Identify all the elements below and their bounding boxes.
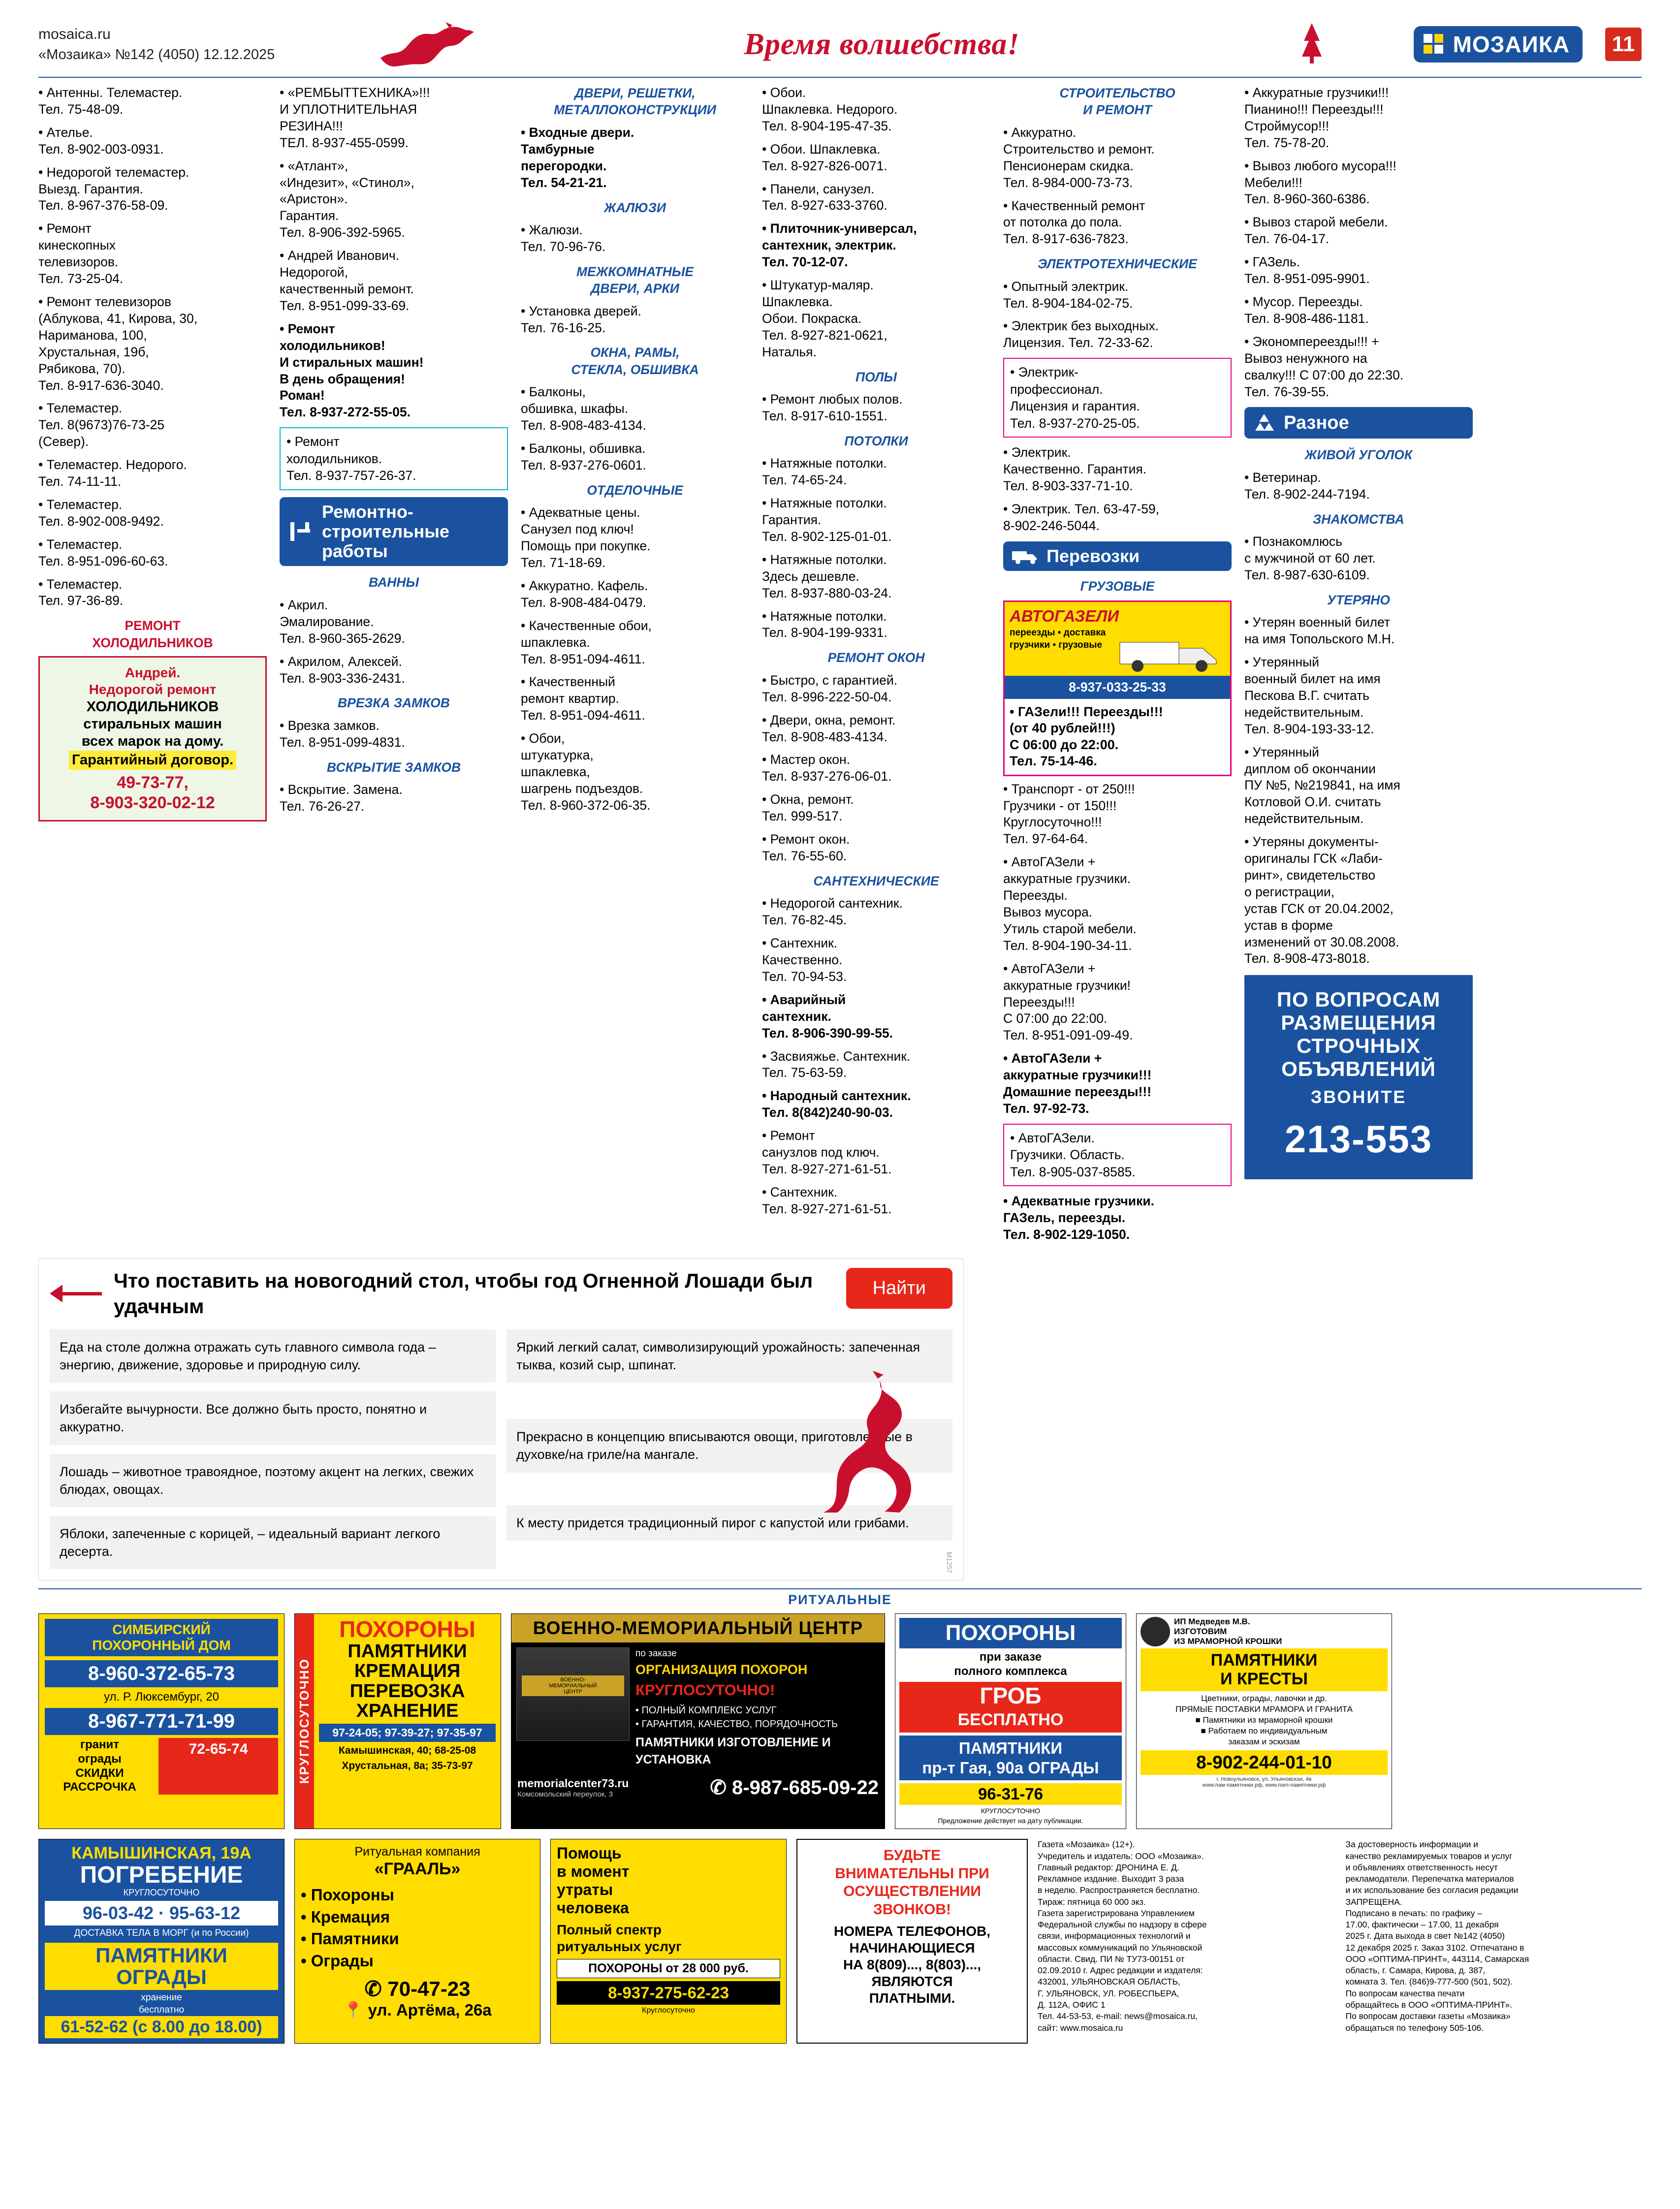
category-finishing: ОТДЕЛОЧНЫЕ [587,482,683,498]
ad-text: • Окна, ремонт. Тел. 999-517. [762,792,854,824]
impressum-right: За достоверность информации и качество рекламируемых товаров и услуг и объявлениях ответственность несут рекламодатели. Перепечатка материалов и их использование без согласия редакции ЗАПРЕЩЕНА. Подписано в печать: по графику – 17.00, фактически – 17.00, 11 декабря 2025 г. Дата выхода в свет №142 (4050) 12 декабря 2025 г. Заказ 3102. Отпечатано в ООО «ОПТИМА-ПРИНТ», 443114, Самарская область, г. Самара, Кирова, д. 387, комната 3. Тел. (846)9-777-500 (501, 502). По вопросам качества печати обращайтесь в ООО «ОПТИМА-ПРИНТ». По вопросам доставки газеты «Мозаика» обращаться по телефону 505-106. [1345,1839,1529,2033]
column-5 [1003,85,1232,1250]
marble-address: г. Новоульяновск, ул. Ульяновская, 4в www.пам-памятники.рф, www.паm-памятники.рф [1202,1776,1326,1789]
ad-text: • «РЕМБЫТТЕХНИКА»!!! И УПЛОТНИТЕЛЬНАЯ РЕЗИНА!!! ТЕЛ. 8-937-455-0599. [280,85,430,150]
pohorony2-coffin-label: ГРОБ [899,1682,1122,1709]
ad-text: • АвтоГАЗели + аккуратные грузчики. Переезды. Вывоз мусора. Утиль старой мебели. Тел. 8-904-190-34-11. [1003,854,1137,953]
feature-card: К месту придется традиционный пирог с капустой или грибами. [507,1505,952,1541]
ad-text: • Качественные обои, шпаклевка. Тел. 8-951-094-4611. [521,618,652,666]
graal-service-item: • Кремация [301,1906,534,1928]
ad-text: • Балконы, обшивка. Тел. 8-937-276-0601. [521,441,646,473]
marble-title: ПАМЯТНИКИ И КРЕСТЫ [1141,1648,1388,1691]
ad-text: • Ремонт любых полов. Тел. 8-917-610-1551. [762,392,903,423]
graal-address [301,2001,534,2020]
ad-text: • Ремонт холодильников. Тел. 8-937-757-26-37. [286,434,416,483]
image-credit: М1257 [946,1552,953,1574]
impressum [1038,1839,1642,2044]
ad-text: • Установка дверей. Тел. 76-16-25. [521,303,641,335]
ad-text: • Утерянный военный билет на имя Пескова В.Г. считать недействительным. Тел. 8-904-193-33-12. [1244,655,1381,736]
ad-text: • Аккуратные грузчики!!! Пианино!!! Переезды!!! Строймусор!!! Тел. 75-78-20. [1244,85,1389,150]
ad-text: • Ремонт телевизоров (Аблукова, 41, Кирова, 30, Нариманова, 100, Хрустальная, 19б, Рябикова, 70). Тел. 8-917-636-3040. [38,294,198,393]
banner-transport [1003,541,1232,571]
category-dating: ЗНАКОМСТВА [1313,511,1404,527]
graal-services [301,1884,534,1972]
graal-address-text: ул. Артёма, 26а [368,2001,492,2020]
memorial-phone [710,1776,879,1799]
category-fridge-repair: РЕМОНТ ХОЛОДИЛЬНИКОВ [92,618,213,650]
gazelle-ad-phone: 8-937-033-25-33 [1005,676,1230,698]
marble-phone: 8-902-244-01-10 [1141,1750,1388,1775]
ad-text: • Вывоз старой мебели. Тел. 76-04-17. [1244,215,1388,247]
memorial-phone-number: 8-987-685-09-22 [732,1776,879,1799]
location-pin-icon: 📍 [343,2001,364,2020]
ad-text: • Вывоз любого мусора!!! Мебели!!! Тел. 8-960-360-6386. [1244,158,1396,207]
pohorony-address-2: Хрустальная, 8а; 35-73-97 [342,1760,473,1772]
graal-name: «ГРААЛЬ» [374,1860,461,1879]
graal-service-item: • Памятники [301,1928,534,1950]
memorial-line-2: КРУГЛОСУТОЧНО! [635,1681,775,1699]
ad-text: • Мастер окон. Тел. 8-937-276-06-01. [762,752,892,784]
ad-text: • Электрик без выходных. Лицензия. Тел. 72-33-62. [1003,318,1159,350]
simbirsk-title: СИМБИРСКИЙ ПОХОРОННЫЙ ДОМ [45,1619,278,1656]
marble-headline: ИЗГОТОВИМ ИЗ МРАМОРНОЙ КРОШКИ [1174,1627,1282,1646]
banner-label: Разное [1284,412,1349,434]
category-construction: СТРОИТЕЛЬСТВО И РЕМОНТ [1059,86,1175,118]
category-cargo: ГРУЗОВЫЕ [1080,578,1155,594]
phone-icon: ✆ [364,1977,382,2001]
banner-repair-construction [280,497,508,567]
feature-cards-left [50,1329,496,1569]
ad-text: • Натяжные потолки. Тел. 74-65-24. [762,456,887,488]
ad-text: • Электрик. Качественно. Гарантия. Тел. 8-903-337-71-10. [1003,445,1147,493]
category-windows: ОКНА, РАМЫ, СТЕКЛА, ОБШИВКА [571,345,699,377]
feature-card: Еда на столе должна отражать суть главного символа года – энергию, движение, здоровье и природную силу. [50,1329,496,1383]
ad-text: • Андрей Иванович. Недорогой, качественный ремонт. Тел. 8-951-099-33-69. [280,248,414,313]
ad-text: • Электрик- профессионал. Лицензия и гарантия. Тел. 8-937-270-25-05. [1010,365,1140,431]
ad-text: • Ремонт окон. Тел. 76-55-60. [762,832,850,863]
ad-text: • Обои, штукатурка, шпаклевка, шагрень подъездов. Тел. 8-960-372-06-35. [521,731,651,813]
ad-text: • Акрилом, Алексей. Тел. 8-903-336-2431. [280,654,405,686]
ad-text: • Качественный ремонт от потолка до пола. Тел. 8-917-636-7823. [1003,198,1145,247]
category-doors-grilles: ДВЕРИ, РЕШЕТКИ, МЕТАЛЛОКОНСТРУКЦИИ [554,86,716,118]
simbirsk-phone-1: 8-960-372-65-73 [45,1660,278,1687]
classifieds-columns [38,85,1642,1250]
ad-text: • Антенны. Телемастер. Тел. 75-48-09. [38,85,183,117]
pohorony2-phone: 96-31-76 [899,1783,1122,1805]
gazelle-ad-title: АВТОГАЗЕЛИ [1010,607,1119,626]
issue-line: «Мозаика» №142 (4050) 12.12.2025 [38,46,275,63]
ad-text-bold: • Плиточник-универсал, сантехник, электрик. Тел. 70-12-07. [762,221,917,270]
ad-text: • Познакомлюсь с мужчиной от 60 лет. Тел. 8-987-630-6109. [1244,534,1376,582]
new-year-feature [38,1259,964,1580]
category-interior-doors: МЕЖКОМНАТНЫЕ ДВЕРИ, АРКИ [576,264,694,296]
ad-text: • Электрик. Тел. 63-47-59, 8-902-246-5044. [1003,501,1160,533]
van-illustration [1115,635,1228,675]
memorial-building-photo [516,1647,630,1741]
memorial-title: ВОЕННО-МЕМОРИАЛЬНЫЙ ЦЕНТР [511,1614,885,1642]
ad-pohorony-grob-besplatno [895,1613,1126,1829]
ad-text: • Телемастер. Недорого. Тел. 74-11-11. [38,457,187,489]
ritual-section-title: РИТУАЛЬНЫЕ [788,1592,892,1608]
ad-pohorony-pamyatniki [294,1613,501,1829]
pohorony-address-1: Камышинская, 40; 68-25-08 [338,1745,476,1756]
ad-marble-monuments [1136,1613,1392,1829]
simbirsk-phone-3: 72-65-74 [158,1738,278,1795]
ad-text: • ГАЗель. Тел. 8-951-095-9901. [1244,254,1370,286]
ad-text: • Обои. Шпаклевка. Недорого. Тел. 8-904-195-47-35. [762,85,898,133]
memorial-order-note: по заказе [635,1648,677,1659]
rearing-horse-icon [806,1371,934,1521]
christmas-tree-icon [1272,21,1351,68]
feature-card: Избегайте вычурности. Все должно быть просто, понятно и аккуратно. [50,1391,496,1445]
gazelle-boxed-ad [1003,1124,1232,1186]
ad-text: • Недорогой телемастер. Выезд. Гарантия. Тел. 8-967-376-58-09. [38,164,190,213]
column-6 [1244,85,1473,1179]
ad-text-bold: • АвтоГАЗели + аккуратные грузчики!!! Домашние переезды!!! Тел. 97-92-73. [1003,1051,1152,1116]
memorial-line-4: ПАМЯТНИКИ ИЗГОТОВЛЕНИЕ И УСТАНОВКА [635,1735,831,1767]
ad-military-memorial-center [511,1613,885,1829]
kam-monuments: ПАМЯТНИКИ ОГРАДЫ [45,1943,278,1990]
gazelle-ad-tags: переезды • доставка грузчики • грузовые [1010,628,1106,650]
pomosh-phone: 8-937-275-62-23 [557,1981,780,2005]
category-lost-found: УТЕРЯНО [1327,592,1390,607]
placement-ad-call: ЗВОНИТЕ [1310,1086,1407,1107]
ad-text: • Ремонт санузлов под ключ. Тел. 8-927-271-61-51. [762,1128,892,1176]
ad-text: • «Атлант», «Индезит», «Стинол», «Аристон». Гарантия. Тел. 8-906-392-5965. [280,158,414,240]
category-plumbing: САНТЕХНИЧЕСКИЕ [813,873,939,888]
ad-text: • Натяжные потолки. Тел. 8-904-199-9331. [762,608,888,640]
recycle-icon [1252,412,1276,434]
pohorony2-title: ПОХОРОНЫ [899,1618,1122,1648]
simbirsk-phone-2: 8-967-771-71-99 [45,1708,278,1735]
header-divider [38,77,1642,78]
ad-simbirsk-funeral-home [38,1613,285,1829]
pohorony2-free-label: БЕСПЛАТНО [899,1709,1122,1733]
kam-street: КАМЫШИНСКАЯ, 19А [71,1844,252,1863]
ad-text: • АвтоГАЗели. Грузчики. Область. Тел. 8-905-037-8585. [1010,1130,1136,1179]
gazelle-ad-body-wrap [1005,699,1230,775]
ad-text-bold: • Аварийный сантехник. Тел. 8-906-390-99-55. [762,992,893,1041]
emblem-icon [1141,1617,1170,1646]
graal-phone-number: 70-47-23 [387,1977,471,2001]
memorial-line-3: • ПОЛНЫЙ КОМПЛЕКС УСЛУГ • ГАРАНТИЯ, КАЧЕСТВО, ПОРЯДОЧНОСТЬ [635,1704,838,1730]
ad-text: • Акрил. Эмалирование. Тел. 8-960-365-2629. [280,597,405,646]
gazelle-truck-ad [1003,600,1232,776]
category-ceilings: ПОТОЛКИ [844,433,908,448]
feature-title: Что поставить на новогодний стол, чтобы год Огненной Лошади был удачным [114,1269,813,1318]
ad-text: • Врезка замков. Тел. 8-951-099-4831. [280,718,405,750]
tools-icon [287,518,314,545]
classified-placement-ad[interactable] [1244,975,1473,1179]
brand-name: МОЗАИКА [1453,32,1570,57]
site-url: mosaica.ru [38,26,111,42]
memorial-line-1: ОРГАНИЗАЦИЯ ПОХОРОН [635,1662,808,1677]
electrician-boxed-ad [1003,358,1232,438]
marble-subtitle: Цветники, ограды, лавочки и др. ПРЯМЫЕ ПОСТАВКИ МРАМОРА И ГРАНИТА ■ Памятники из мраморной крошки ■ Работаем по индивидуальным заказам и эскизам [1175,1693,1353,1747]
category-lock-installation: ВРЕЗКА ЗАМКОВ [338,695,450,711]
arrow-left-icon [50,1279,104,1308]
ad-text: • Ветеринар. Тел. 8-902-244-7194. [1244,470,1370,502]
ad-text: • Экономпереезды!!! + Вывоз ненужного на свалку!!! С 07:00 до 22:30. Тел. 76-39-55. [1244,334,1404,399]
placement-ad-number: 213-553 [1284,1117,1433,1161]
warning-headline: БУДЬТЕ ВНИМАТЕЛЬНЫ ПРИ ОСУЩЕСТВЛЕНИИ ЗВОНКОВ! [835,1847,989,1918]
pomosh-subtitle: Полный спектр ритуальных услуг [557,1922,682,1955]
memorial-photo-sign: ВОЕННО- МЕМОРИАЛЬНЫЙ ЦЕНТР [522,1675,624,1696]
column-4 [762,85,990,1224]
ad-pomosh-ritual-services [550,1839,787,2044]
pomosh-24h: Круглосуточно [642,2006,695,2015]
pohorony-phones: 97-24-05; 97-39-27; 97-35-97 [319,1724,496,1742]
ad-text: • Штукатур-маляр. Шпаклевка. Обои. Покраска. Тел. 8-927-821-0621, Наталья. [762,278,888,359]
ad-kamyshinskaya-burial [38,1839,285,2044]
ad-text: • Засвияжье. Сантехник. Тел. 75-63-59. [762,1048,911,1080]
ritual-ads-row-2 [38,1839,1642,2044]
column-3 [521,85,749,820]
ad-text: • Адекватные цены. Санузел под ключ! Помощь при покупке. Тел. 71-18-69. [521,505,651,570]
banner-label: Ремонтно- строительные работы [322,501,449,562]
banner-label: Перевозки [1046,545,1140,566]
ad-text: • Телемастер. Тел. 8-951-096-60-63. [38,536,168,568]
ad-text-bold: • Ремонт холодильников! И стиральных машин! В день обращения! Роман! Тел. 8-937-272-55-05. [280,321,424,420]
memorial-website[interactable]: memorialcenter73.ru [517,1776,629,1790]
ad-text: • Недорогой сантехник. Тел. 76-82-45. [762,896,903,928]
gazelle-ad-top [1005,602,1230,676]
ad-text-bold: • Входные двери. Тамбурные перегородки. Тел. 54-21-21. [521,125,634,190]
masthead-left [38,26,363,63]
page-number: 11 [1605,28,1642,61]
category-pets: ЖИВОЙ УГОЛОК [1304,447,1413,463]
ad-text: • Утерян военный билет на имя Топольского М.Н. [1244,615,1395,647]
marble-owner: ИП Медведев М.В. [1174,1617,1250,1627]
kam-24h: КРУГЛОСУТОЧНО [123,1888,200,1898]
ad-text: • АвтоГАЗели + аккуратные грузчики! Переезды!!! С 07:00 до 22:00. Тел. 8-951-091-09-49. [1003,961,1133,1043]
ad-graal-company [294,1839,540,2044]
gazelle-ad-body: • ГАЗели!!! Переезды!!! (от 40 рублей!!!) С 06:00 до 22:00. Тел. 75-14-46. [1010,704,1163,769]
pohorony2-disclaimer: Предложение действует на дату публикации. [938,1817,1083,1825]
ad-text: • Сантехник. Качественно. Тел. 70-94-53. [762,936,847,984]
ad-text: • Сантехник. Тел. 8-927-271-61-51. [762,1184,892,1216]
category-bathtubs: ВАННЫ [368,575,419,590]
ad-text: • Транспорт - от 250!!! Грузчики - от 150!!! Круглосуточно!!! Тел. 97-64-64. [1003,781,1135,847]
ad-text: • Аккуратно. Кафель. Тел. 8-908-484-0479. [521,578,648,610]
banner-misc [1244,407,1473,439]
feature-card: Яблоки, запеченные с корицей, – идеальный вариант легкого десерта. [50,1516,496,1569]
fridge-repair-ad [38,656,267,821]
masthead [38,0,1642,74]
ad-text-bold: • Народный сантехник. Тел. 8(842)240-90-03. [762,1088,911,1120]
ad-text: • Вскрытие. Замена. Тел. 76-26-27. [280,782,403,814]
brand-logo [1351,26,1583,63]
ad-text: • Двери, окна, ремонт. Тел. 8-908-483-4134. [762,712,896,744]
pomosh-title: Помощь в момент утраты человека [557,1844,630,1917]
phone-icon: ✆ [710,1776,727,1799]
graal-service-item: • Похороны [301,1884,534,1906]
fridge-ad-phone: 49-73-77, 8-903-320-02-12 [90,773,215,812]
warning-body: НОМЕРА ТЕЛЕФОНОВ, НАЧИНАЮЩИЕСЯ НА 8(809)..., 8(803)..., ЯВЛЯЮТСЯ ПЛАТНЫМИ. [834,1923,990,2006]
pohorony2-subtitle: при заказе полного комплекса [954,1650,1067,1678]
truck-icon [1011,546,1039,566]
pomosh-price: ПОХОРОНЫ от 28 000 руб. [557,1959,780,1978]
slogan [491,27,1272,62]
graal-service-item: • Ограды [301,1950,534,1972]
category-blinds: ЖАЛЮЗИ [604,200,666,215]
ad-text: • Телемастер. Тел. 8(9673)76-73-25 (Север). [38,401,165,449]
ad-text: • Аккуратно. Строительство и ремонт. Пенсионерам скидка. Тел. 8-984-000-73-73. [1003,125,1155,190]
ad-text: • Утерянный диплом об окончании ПУ №5, №219841, на имя Котловой О.И. считать недействительным. [1244,744,1400,826]
fridge-repair-boxed-ad [280,427,508,490]
ad-text: • Обои. Шпаклевка. Тел. 8-927-826-0071. [762,141,888,173]
ad-text: • Утеряны документы- оригиналы ГСК «Лаби- ринт», свидетельство о регистрации, устав ГСК от 20.04.2002, устав в форме изменений от 30.08.2008. Тел. 8-908-473-8018. [1244,834,1399,966]
ad-text: • Качественный ремонт квартир. Тел. 8-951-094-4611. [521,674,645,723]
ad-text-bold: • Адекватные грузчики. ГАЗель, переезды. Тел. 8-902-129-1050. [1003,1194,1155,1242]
pohorony2-24h: КРУГЛОСУТОЧНО [981,1807,1041,1815]
category-window-repair: РЕМОНТ ОКОН [827,650,925,665]
kam-phone: 96-03-42 · 95-63-12 [45,1901,278,1925]
ad-text: • Мусор. Переезды. Тел. 8-908-486-1181. [1244,294,1369,326]
column-2 [280,85,508,821]
fridge-ad-line1: Андрей. Недорогой ремонт [89,665,217,697]
fridge-ad-line2: ХОЛОДИЛЬНИКОВ стиральных машин всех марок на дому. [81,698,224,750]
fridge-ad-guarantee: Гарантийный договор. [69,751,236,770]
ad-text: • Натяжные потолки. Гарантия. Тел. 8-902-125-01-01. [762,496,892,544]
simbirsk-services: гранит ограды СКИДКИ РАССРОЧКА [63,1738,136,1794]
impressum-left: Газета «Мозаика» (12+). Учредитель и издатель: ООО «Мозаика». Главный редактор: ДРОНИНА Е. Д. Рекламное издание. Выходит 3 раза в неделю. Распространяется бесплатно. Тираж: пятница 60 000 экз. Газета зарегистрирована Управлением Федеральной службы по надзору в сфере связи, информационных технологий и массовых коммуникаций по Ульяновской области. Свид. ПИ № ТУ73-00151 от 02.09.2010 г. Адрес редакции и издателя: 432001, УЛЬЯНОВСКАЯ ОБЛАСТЬ, Г. УЛЬЯНОВСК, УЛ. РОБЕСПЬЕРА, Д. 112А, ОФИС 1 Тел. 44-53-53, e-mail: news@mosaica.ru, сайт: www.mosaica.ru [1038,1839,1207,2033]
ad-text: • Телемастер. Тел. 8-902-008-9492. [38,497,164,529]
feature-card: Прекрасно в концепцию вписываются овощи, приготовленные в духовке/на гриле/на мангале. [507,1419,952,1472]
mosaic-icon [1422,32,1446,57]
kam-title: ПОГРЕБЕНИЕ [80,1862,243,1888]
graal-subtitle: Ритуальная компания [354,1845,480,1859]
pohorony-24h-label: КРУГЛОСУТОЧНО [295,1614,314,1829]
placement-ad-title: ПО ВОПРОСАМ РАЗМЕЩЕНИЯ СТРОЧНЫХ ОБЪЯВЛЕНИЙ [1276,988,1441,1081]
column-1 [38,85,267,828]
ad-text: • Быстро, с гарантией. Тел. 8-996-222-50-04. [762,672,898,704]
find-button[interactable]: Найти [846,1268,952,1309]
slogan-text: Время волшебства! [744,27,1020,61]
ad-text: • Панели, санузел. Тел. 8-927-633-3760. [762,181,888,213]
ritual-section-divider [38,1588,1642,1589]
category-lock-opening: ВСКРЫТИЕ ЗАМКОВ [326,759,461,775]
simbirsk-address: ул. Р. Люксембург, 20 [104,1690,219,1704]
kam-storage: хранение бесплатно [138,1992,185,2015]
ad-text: • Ателье. Тел. 8-902-003-0931. [38,125,164,157]
memorial-address: Комсомольский переулок, 3 [517,1790,613,1799]
ad-text: • Ремонт кинескопных телевизоров. Тел. 73-25-04. [38,221,124,286]
feature-card: Яркий легкий салат, символизирующий урожайность: запеченная тыква, козий сыр, шпинат. [507,1329,952,1383]
kam-delivery: ДОСТАВКА ТЕЛА В МОРГ (и по России) [74,1928,249,1939]
horse-logo-icon [363,21,491,68]
ritual-ads-row-1 [38,1613,1642,1829]
pohorony2-monuments: ПАМЯТНИКИ пр-т Гая, 90а ОГРАДЫ [899,1736,1122,1780]
ad-text: • Жалюзи. Тел. 70-96-76. [521,222,606,254]
pohorony-services: ПАМЯТНИКИ КРЕМАЦИЯ ПЕРЕВОЗКА ХРАНЕНИЕ [348,1641,467,1721]
warning-notice [796,1839,1028,2044]
ad-text: • Опытный электрик. Тел. 8-904-184-02-75. [1003,279,1133,311]
ad-text: • Натяжные потолки. Здесь дешевле. Тел. 8-937-880-03-24. [762,552,892,600]
kam-phone-2: 61-52-62 (с 8.00 до 18.00) [45,2016,278,2038]
pohorony-title: ПОХОРОНЫ [339,1616,475,1642]
feature-header [50,1268,952,1320]
page-number-wrap [1583,28,1642,61]
ad-text: • Балконы, обшивка, шкафы. Тел. 8-908-483-4134. [521,384,646,433]
category-electrical: ЭЛЕКТРОТЕХНИЧЕСКИЕ [1038,256,1197,272]
ad-text: • Телемастер. Тел. 97-36-89. [38,576,124,608]
category-floors: ПОЛЫ [855,369,897,384]
graal-phone [301,1977,534,2001]
feature-card: Лошадь – животное травоядное, поэтому акцент на легких, свежих блюдах, овощах. [50,1454,496,1507]
